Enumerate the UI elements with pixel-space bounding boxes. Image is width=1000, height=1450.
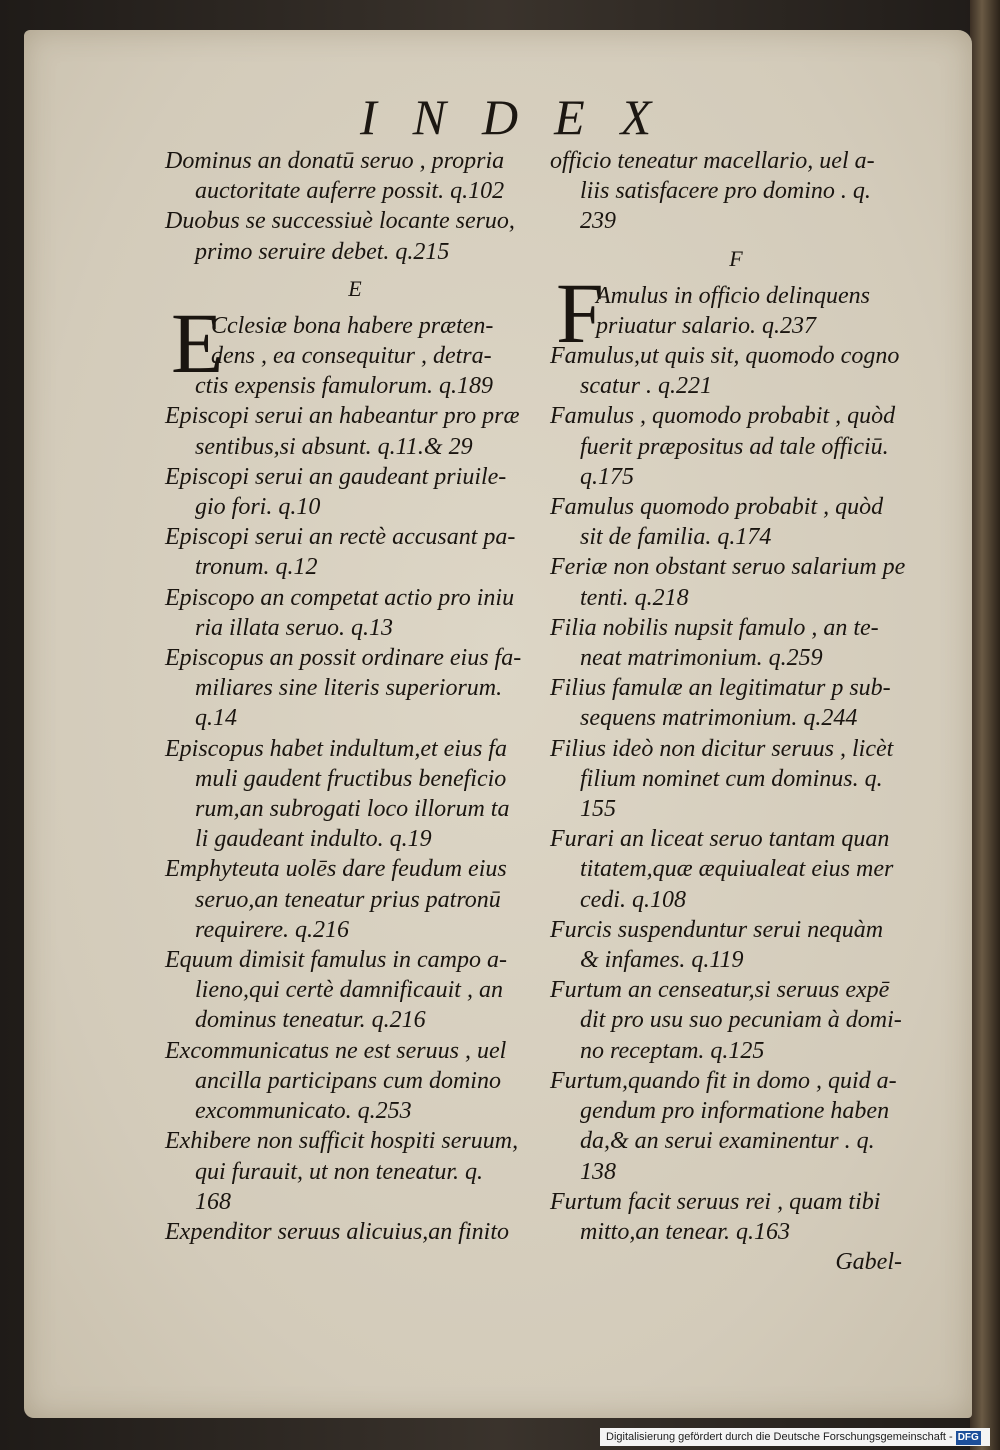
entry-line: gio fori. q.10 — [195, 494, 321, 521]
index-entry — [165, 1126, 545, 1217]
catchword: Gabel- — [835, 1249, 902, 1276]
entry-line: priuatur salario. q.237 — [596, 312, 817, 339]
entry-line: tronum. q.12 — [195, 554, 318, 581]
section-letter: E — [348, 275, 362, 301]
index-entry — [550, 1187, 922, 1247]
entry-line: Furtum,quando fit in domo , quid a- — [550, 1067, 897, 1094]
index-entry — [165, 1036, 545, 1127]
entry-line: dens , ea consequitur , detra- — [211, 343, 492, 370]
entry-line: Episcopi serui an rectè accusant pa- — [165, 524, 516, 551]
entry-line: Filia nobilis nupsit famulo , an te- — [550, 614, 879, 641]
entry-line: primo seruire debet. q.215 — [195, 238, 450, 265]
entry-line: ctis expensis famulorum. q.189 — [195, 373, 493, 400]
entry-line: Dominus an donatū seruo , propria — [165, 148, 505, 174]
entry-line: Filius ideò non dicitur seruus , licèt — [550, 735, 894, 762]
entry-line: fuerit præpositus ad tale officiū. — [580, 433, 889, 460]
entry-line: Furtum an censeatur,si seruus expē — [550, 977, 890, 1004]
index-entry — [165, 1217, 545, 1247]
entry-line: 239 — [580, 208, 616, 235]
entry-line: ria illata seruo. q.13 — [195, 614, 394, 641]
entry-line: Exhibere non sufficit hospiti seruum, — [165, 1128, 519, 1155]
credit-text: Digitalisierung gefördert durch die Deutsche Forschungsgemeinschaft - — [606, 1431, 953, 1443]
entry-line: Equum dimisit famulus in campo a- — [165, 947, 507, 974]
index-entry — [165, 401, 545, 461]
index-entry — [165, 945, 545, 1036]
index-entry — [550, 401, 922, 492]
entry-line: Feriæ non obstant seruo salarium pe — [550, 554, 906, 581]
right-column — [550, 146, 922, 1277]
entry-line: requirere. q.216 — [195, 916, 349, 943]
drop-cap: E — [171, 294, 224, 391]
dfg-logo-icon: DFG — [957, 1432, 979, 1443]
index-entry — [165, 206, 545, 266]
index-entry — [550, 1066, 922, 1187]
index-entry — [165, 854, 545, 945]
entry-line: Amulus in officio delinquens — [596, 282, 870, 309]
entry-line: lieno,qui certè damnificauit , an — [195, 977, 503, 1004]
index-entry — [165, 294, 545, 402]
entry-line: tenti. q.218 — [580, 584, 689, 611]
entry-line: titatem,quæ æquiualeat eius mer — [580, 856, 894, 883]
entry-line: Famulus quomodo probabit , quòd — [550, 494, 884, 521]
section-letter: F — [729, 245, 743, 271]
entry-line: ancilla participans cum domino — [195, 1067, 501, 1094]
entry-line: Famulus,ut quis sit, quomodo cogno — [550, 343, 900, 370]
entry-line: da,& an serui examinentur . q. — [580, 1128, 875, 1155]
entry-line: Excommunicatus ne est seruus , uel — [165, 1037, 507, 1064]
index-entry — [550, 824, 922, 915]
drop-cap: F — [556, 264, 604, 361]
index-entry — [550, 613, 922, 673]
index-entry — [165, 734, 545, 855]
index-entry — [550, 975, 922, 1066]
entry-line: excommunicato. q.253 — [195, 1098, 412, 1125]
entry-line: muli gaudent fructibus beneficio — [195, 765, 507, 792]
entry-line: filium nominet cum dominus. q. — [580, 765, 883, 792]
entry-line: liis satisfacere pro domino . q. — [580, 178, 871, 205]
entry-line: miliares sine literis superiorum. — [195, 675, 503, 702]
index-entry — [550, 915, 922, 975]
entry-line: Furari an liceat seruo tantam quan — [550, 826, 890, 853]
index-entry — [550, 341, 922, 401]
entry-line: rum,an subrogati loco illorum ta — [195, 796, 510, 823]
entry-line: dominus teneatur. q.216 — [195, 1007, 426, 1034]
entry-line: dit pro usu suo pecuniam à domi- — [580, 1007, 902, 1034]
entry-line: 155 — [580, 796, 616, 823]
entry-line: 168 — [195, 1188, 231, 1215]
digitization-credit — [600, 1428, 990, 1446]
entry-line: officio teneatur macellario, uel a- — [550, 148, 875, 174]
entry-line: Emphyteuta uolēs dare feudum eius — [165, 856, 507, 883]
index-entry — [550, 734, 922, 825]
entry-line: auctoritate auferre possit. q.102 — [195, 178, 505, 205]
index-entry — [550, 146, 922, 237]
entry-line: 138 — [580, 1158, 616, 1185]
entry-line: gendum pro informatione haben — [580, 1098, 890, 1125]
index-entry — [550, 492, 922, 552]
entry-line: sit de familia. q.174 — [580, 524, 772, 551]
entry-line: q.14 — [195, 705, 237, 732]
entry-line: Furtum facit seruus rei , quam tibi — [550, 1188, 881, 1215]
index-entry — [165, 522, 545, 582]
index-entry — [165, 643, 545, 734]
entry-line: seruo,an teneatur prius patronū — [195, 886, 501, 913]
entry-line: sequens matrimonium. q.244 — [580, 705, 858, 732]
left-column — [165, 146, 545, 1247]
entry-line: Episcopus habet indultum,et eius fa — [165, 735, 507, 762]
entry-line: neat matrimonium. q.259 — [580, 645, 823, 672]
page-heading: INDEX — [360, 89, 688, 145]
entry-line: Cclesiæ bona habere præten- — [211, 312, 494, 339]
entry-line: Famulus , quomodo probabit , quòd — [550, 403, 896, 430]
index-entry — [165, 146, 545, 206]
book-edge — [970, 0, 1000, 1450]
entry-line: Furcis suspenduntur serui nequàm — [550, 916, 884, 943]
entry-line: Episcopi serui an gaudeant priuile- — [165, 463, 507, 490]
entry-line: no receptam. q.125 — [580, 1037, 765, 1064]
entry-line: scatur . q.221 — [580, 373, 712, 400]
entry-line: cedi. q.108 — [580, 886, 686, 913]
index-entry — [165, 462, 545, 522]
entry-line: Episcopus an possit ordinare eius fa- — [165, 645, 522, 672]
index-entry — [550, 673, 922, 733]
entry-line: qui furauit, ut non teneatur. q. — [195, 1158, 483, 1185]
entry-line: Episcopo an competat actio pro iniu — [165, 584, 515, 611]
entry-line: Filius famulæ an legitimatur p sub- — [550, 675, 891, 702]
entry-line: li gaudeant indulto. q.19 — [195, 826, 432, 853]
entry-line: sentibus,si absunt. q.11.& 29 — [195, 433, 473, 460]
entry-line: Episcopi serui an habeantur pro præ — [165, 403, 520, 430]
index-entry — [550, 552, 922, 612]
entry-line: Duobus se successiuè locante seruo, — [165, 208, 515, 235]
entry-line: mitto,an tenear. q.163 — [580, 1218, 790, 1245]
entry-line: q.175 — [580, 463, 634, 490]
entry-line: Expenditor seruus alicuius,an finito — [165, 1218, 509, 1245]
index-entry — [165, 583, 545, 643]
entry-line: & infames. q.119 — [580, 947, 744, 974]
